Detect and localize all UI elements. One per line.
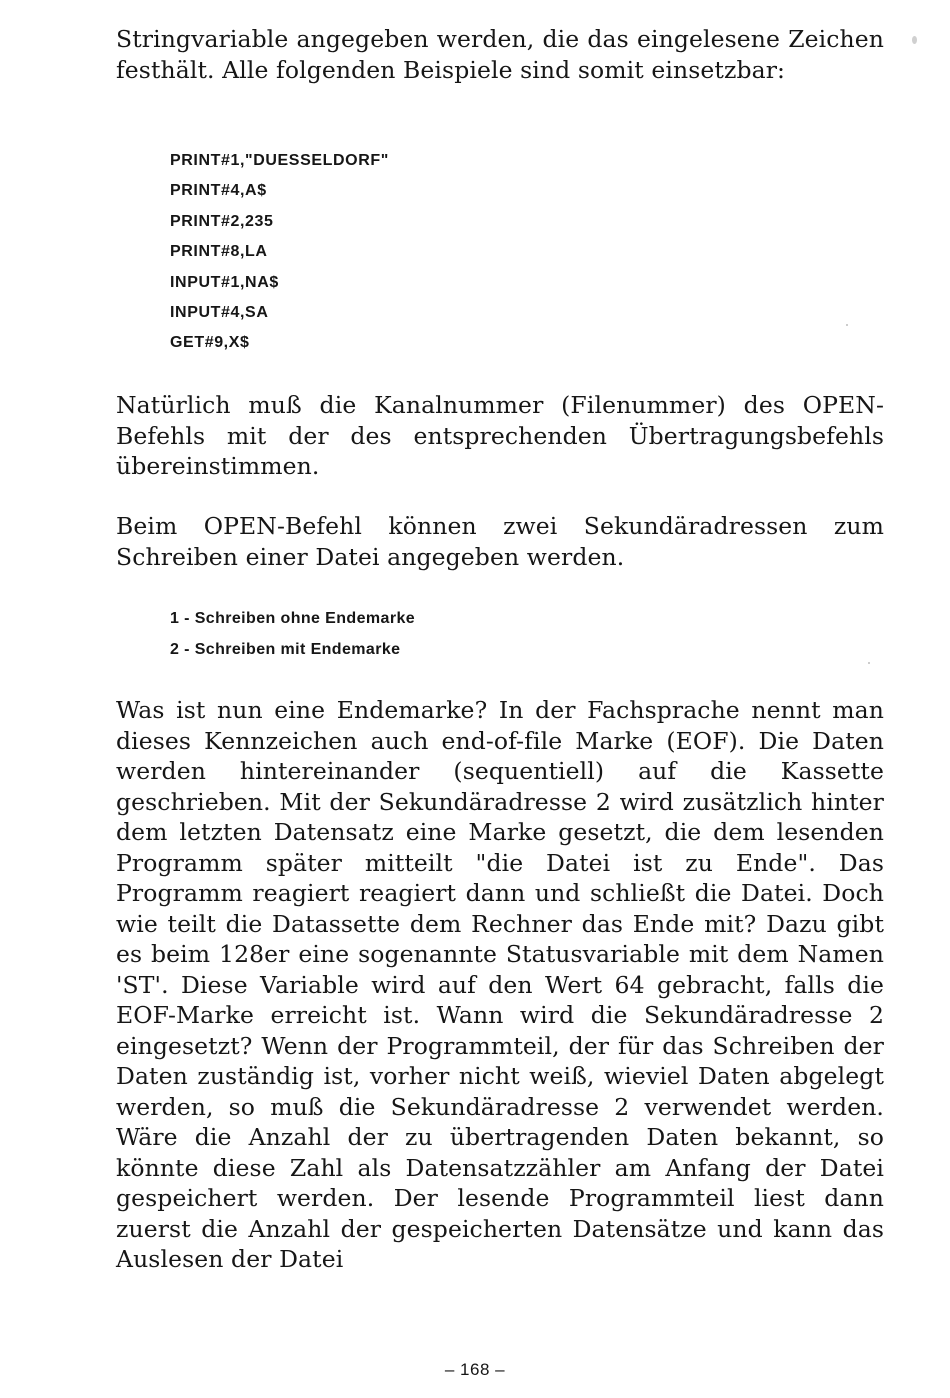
scan-speck (912, 36, 917, 44)
paragraph-endemarke: Was ist nun eine Endemarke? In der Fachsprache nennt man dieses Kennzeichen auch end-of-file Marke (EOF). Die Daten werden hintereinander (sequentiell) auf die Kassette geschrieben. Mit der Sekundäradresse 2 wird zusätzlich hinter dem letzten Datensatz eine Marke gesetzt, die dem lesenden Programm später mitteilt "die Datei ist zu Ende". Das Programm reagiert reagiert dann und schließt die Datei. Doch wie teilt die Datassette dem Rechner das Ende mit? Dazu gibt es beim 128er eine sogenannte Statusvariable mit dem Namen 'ST'. Diese Variable wird auf den Wert 64 gebracht, falls die EOF-Marke erreicht ist. Wann wird die Sekundäradresse 2 eingesetzt? Wenn der Programmteil, der für das Schreiben der Daten zuständig ist, vorher nicht weiß, wieviel Daten abgelegt werden, so muß die Sekundäradresse 2 verwendet werden. Wäre die Anzahl der zu übertragenden Daten bekannt, so könnte diese Zahl als Datensatzzähler am Anfang der Datei gespeichert werden. Der lesende Programmteil liest dann zuerst die Anzahl der gespeicherten Datensätze und kann das Auslesen der Datei (116, 696, 884, 1273)
paragraph-kanalnummer: Natürlich muß die Kanalnummer (Filenummer) des OPEN-Befehls mit der des entsprechenden Übertragungsbefehls übereinstimmen. (116, 391, 884, 480)
paragraph-open-befehl: Beim OPEN-Befehl können zwei Sekundäradressen zum Schreiben einer Datei angegeben werden. (116, 512, 884, 571)
code-line: INPUT#1,NA$ (170, 273, 279, 291)
list-item: 1 - Schreiben ohne Endemarke (170, 610, 416, 627)
code-line: PRINT#2,235 (170, 212, 274, 230)
scan-speck (846, 324, 848, 326)
code-line: PRINT#1,"DUESSELDORF" (170, 152, 389, 169)
paragraph-stringvariable: Stringvariable angegeben werden, die das eingelesene Zeichen festhält. Alle folgenden Beispiele sind somit einsetzbar: (116, 25, 884, 84)
code-line: GET#9,X$ (170, 334, 250, 352)
code-line: PRINT#4,A$ (170, 182, 267, 200)
list-item: 2 - Schreiben mit Endemarke (170, 641, 401, 658)
page-number: – 168 – (444, 1360, 506, 1379)
secondary-address-list (170, 603, 415, 665)
scan-speck (868, 662, 870, 664)
code-line: PRINT#8,LA (170, 243, 268, 261)
code-line: INPUT#4,SA (170, 304, 269, 322)
code-example-block (170, 146, 389, 359)
